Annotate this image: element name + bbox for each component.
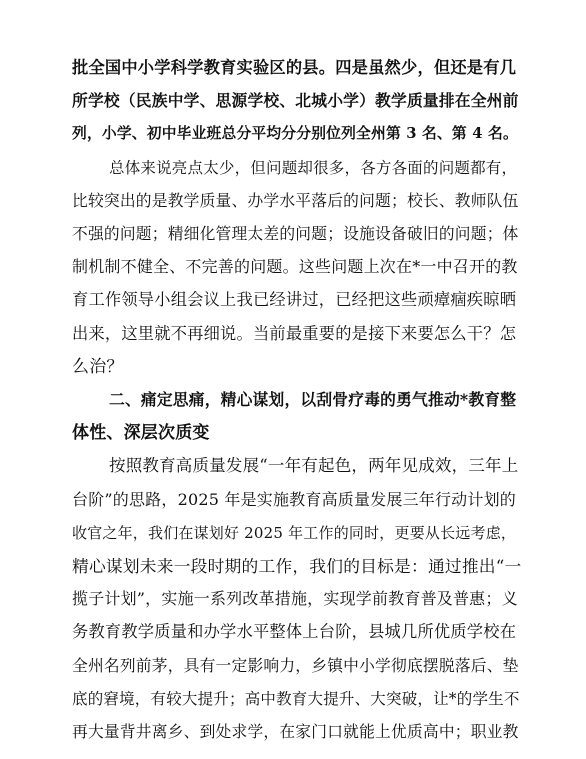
paragraph-2-line-3: 不强的问题；精细化管理太差的问题；设施设备破旧的问题；体 xyxy=(72,224,519,243)
paragraph-3-line-9: 再大量背井离乡、到处求学，在家门口就能上优质高中；职业教 xyxy=(72,722,519,741)
paragraph-3-line-2: 台阶”的思路，2025 年是实施教育高质量发展三年行动计划的 xyxy=(72,489,516,509)
paragraph-1-line-1: 批全国中小学科学教育实验区的县。四是虽然少，但还是有几 xyxy=(72,58,517,77)
paragraph-3-line-7: 全州名列前茅，具有一定影响力，乡镇中小学彻底摆脱落后、垫 xyxy=(72,655,519,675)
paragraph-2-line-2: 比较突出的是教学质量、办学水平落后的问题；校长、教师队伍 xyxy=(72,190,519,210)
paragraph-3-line-8: 底的窘境，有较大提升；高中教育大提升、大突破，让*的学生不 xyxy=(72,689,520,708)
paragraph-1-line-3: 列，小学、初中毕业班总分平均分分别位列全州第 3 名、第 4 名。 xyxy=(72,125,518,143)
section-heading-line-2: 体性、深层次质变 xyxy=(72,423,210,444)
paragraph-2-line-5: 育工作领导小组会议上我已经讲过，已经把这些顽瘴痼疾晾晒 xyxy=(72,290,517,310)
paragraph-3-line-4: 精心谋划未来一段时期的工作，我们的目标是：通过推出“一 xyxy=(72,556,522,576)
paragraph-3-line-6: 务教育教学质量和办学水平整体上台阶，县城几所优质学校在 xyxy=(72,622,517,642)
paragraph-2-line-7: 么治？ xyxy=(72,356,124,377)
section-heading-line-1: 二、痛定思痛，精心谋划，以刮骨疗毒的勇气推动*教育整 xyxy=(109,390,517,409)
paragraph-3-line-1: 按照教育高质量发展“一年有起色，两年见成效，三年上 xyxy=(109,456,519,476)
paragraph-2-line-6: 出来，这里就不再细说。当前最重要的是接下来要怎么干？怎 xyxy=(72,323,517,343)
paragraph-1-line-2: 所学校（民族中学、思源学校、北城小学）教学质量排在全州前 xyxy=(72,91,519,111)
paragraph-2-line-1: 总体来说亮点太少，但问题却很多，各方各面的问题都有， xyxy=(109,158,518,177)
paragraph-3-line-3: 收官之年，我们在谋划好 2025 年工作的同时，更要从长远考虑， xyxy=(72,523,517,542)
paragraph-2-line-4: 制机制不健全、不完善的问题。这些问题上次在*一中召开的教 xyxy=(72,257,518,277)
paragraph-3-line-5: 揽子计划”，实施一系列改革措施，实现学前教育普及普惠；义 xyxy=(72,589,518,609)
